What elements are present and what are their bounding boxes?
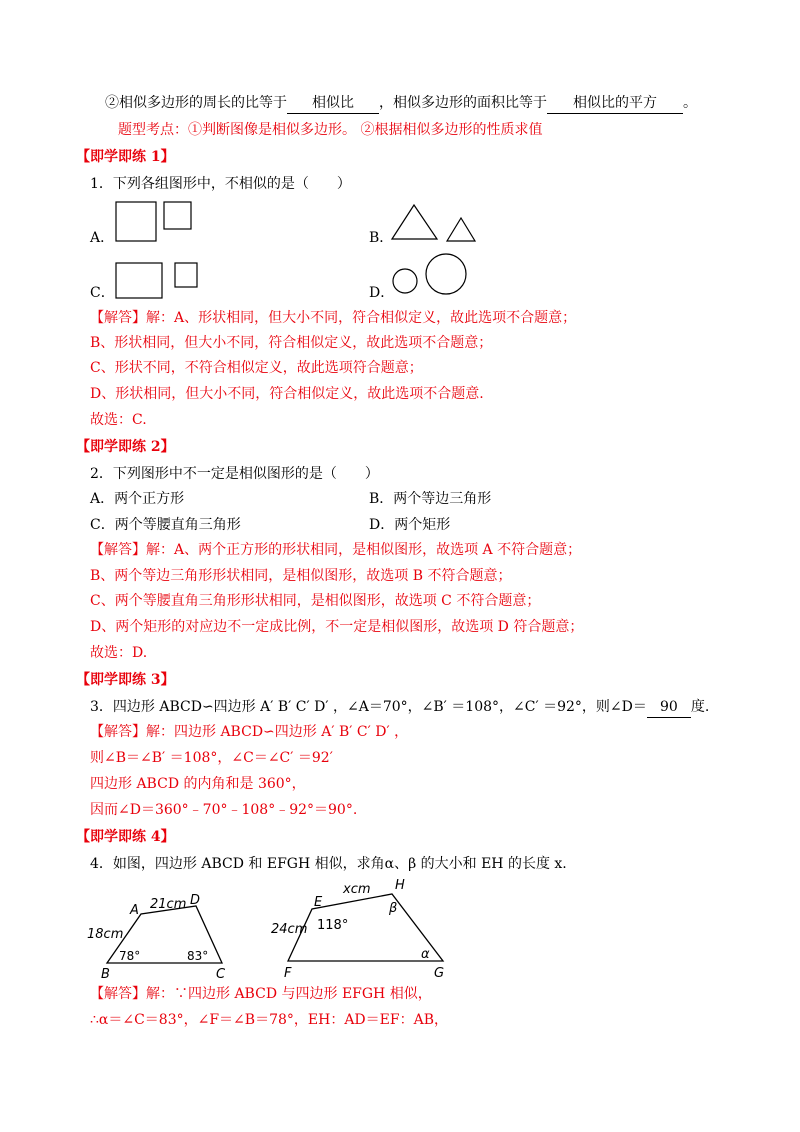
ex1-answer-3: C、形状不同，不符合相似定义，故此选项符合题意； bbox=[90, 360, 423, 376]
ex4-header: 【即学即练 4】 bbox=[76, 829, 175, 845]
ex4-question: 4．如图，四边形 ABCD 和 EFGH 相似，求角α、β 的大小和 EH 的长度 x. bbox=[90, 856, 567, 872]
quad-efgh-shape bbox=[288, 894, 443, 961]
ex1-answer-2: B、形状相同，但大小不同，符合相似定义，故此选项不合题意； bbox=[90, 335, 493, 351]
ex3-header: 【即学即练 3】 bbox=[76, 672, 175, 688]
blank-text-2: 相似比的平方 bbox=[573, 95, 657, 111]
vertex-c-label: C bbox=[216, 967, 226, 982]
quadrilateral-efgh bbox=[271, 878, 444, 981]
ex2-option-b: B．两个等边三角形 bbox=[369, 491, 492, 507]
question-suffix: 度. bbox=[690, 699, 710, 715]
intro-text-c: 。 bbox=[683, 95, 697, 111]
blank-text-1: 相似比 bbox=[312, 95, 354, 111]
angle-alpha-label: α bbox=[421, 947, 430, 962]
ex1-question: 1．下列各组图形中，不相似的是（ ） bbox=[90, 176, 351, 192]
ex2-answer-2: B、两个等边三角形形状相同，是相似图形，故选项 B 不符合题意； bbox=[90, 568, 512, 584]
answer-tag: 【解答】 bbox=[90, 986, 146, 1002]
ex2-question: 2．下列图形中不一定是相似图形的是（ ） bbox=[90, 466, 379, 482]
ex2-option-d: D．两个矩形 bbox=[369, 517, 451, 533]
ex1-option-a-label: A． bbox=[90, 230, 115, 246]
side-ab-label: 18cm bbox=[87, 927, 124, 942]
side-eh-label: xcm bbox=[343, 882, 371, 897]
ex2-answer-4: D、两个矩形的对应边不一定成比例，不一定是相似图形，故选项 D 符合题意； bbox=[90, 619, 584, 635]
angle-e-label: 118° bbox=[317, 918, 349, 933]
ex1-option-b-label: B． bbox=[369, 230, 394, 246]
blank-text: 90 bbox=[659, 699, 678, 715]
vertex-g-label: G bbox=[434, 966, 445, 981]
vertex-e-label: E bbox=[314, 895, 323, 910]
kaodian-line: 题型考点：①判断图像是相似多边形。 ②根据相似多边形的性质求值 bbox=[118, 122, 543, 138]
vertex-h-label: H bbox=[395, 878, 405, 893]
ex4-answer-2: ∴α＝∠C＝83°，∠F＝∠B＝78°，EH：AD＝EF：AB， bbox=[90, 1012, 448, 1028]
answer-text: 解：∵四边形 ABCD 与四边形 EFGH 相似， bbox=[146, 986, 432, 1002]
angle-beta-label: β bbox=[389, 901, 398, 916]
answer-tag: 【解答】 bbox=[90, 310, 146, 326]
vertex-d-label: D bbox=[190, 893, 201, 908]
angle-b-label: 78° bbox=[119, 949, 141, 963]
vertex-f-label: F bbox=[284, 966, 292, 981]
ex2-option-c: C．两个等腰直角三角形 bbox=[90, 517, 241, 533]
ex3-answer-4: 因而∠D＝360°﹣70°﹣108°﹣92°＝90°. bbox=[90, 802, 358, 818]
angle-c-label: 83° bbox=[187, 949, 209, 963]
ex1-option-d-label: D． bbox=[369, 285, 395, 301]
quadrilateral-abcd bbox=[87, 893, 226, 982]
ex2-option-a: A．两个正方形 bbox=[90, 491, 185, 507]
side-ef-label: 24cm bbox=[271, 922, 308, 937]
intro-text-a: ②相似多边形的周长的比等于 bbox=[105, 95, 287, 111]
answer-text: 解：A、形状相同，但大小不同，符合相似定义，故此选项不合题意； bbox=[146, 310, 577, 326]
vertex-b-label: B bbox=[101, 967, 110, 982]
ex3-answer-3: 四边形 ABCD 的内角和是 360°， bbox=[90, 776, 306, 792]
answer-tag: 【解答】 bbox=[90, 542, 146, 558]
ex1-header: 【即学即练 1】 bbox=[76, 149, 175, 165]
ex2-answer-3: C、两个等腰直角三角形形状相同，是相似图形，故选项 C 不符合题意； bbox=[90, 593, 541, 609]
ex3-answer-2: 则∠B＝∠B′ ＝108°，∠C＝∠C′ ＝92′ bbox=[90, 750, 333, 766]
answer-text: 解：A、两个正方形的形状相同，是相似图形，故选项 A 不符合题意； bbox=[146, 542, 582, 558]
ex1-option-c-label: C． bbox=[90, 285, 115, 301]
question-text: 3．四边形 ABCD∽四边形 A′ B′ C′ D′ ，∠A＝70°，∠B′ ＝108°，∠C′ ＝92°，则∠D＝ bbox=[90, 699, 647, 715]
answer-text: 解：四边形 ABCD∽四边形 A′ B′ C′ D′ ， bbox=[146, 724, 409, 740]
ex2-answer-5: 故选：D. bbox=[90, 645, 148, 661]
ex1-answer-4: D、形状相同，但大小不同，符合相似定义，故此选项不合题意. bbox=[90, 386, 484, 402]
vertex-a-label: A bbox=[130, 903, 139, 918]
ex1-answer-5: 故选：C. bbox=[90, 412, 147, 428]
ex2-header: 【即学即练 2】 bbox=[76, 439, 175, 455]
side-ad-label: 21cm bbox=[150, 897, 187, 912]
intro-text-b: ，相似多边形的面积比等于 bbox=[379, 95, 547, 111]
ex4-answer-1 bbox=[90, 984, 432, 1004]
answer-tag: 【解答】 bbox=[90, 724, 146, 740]
